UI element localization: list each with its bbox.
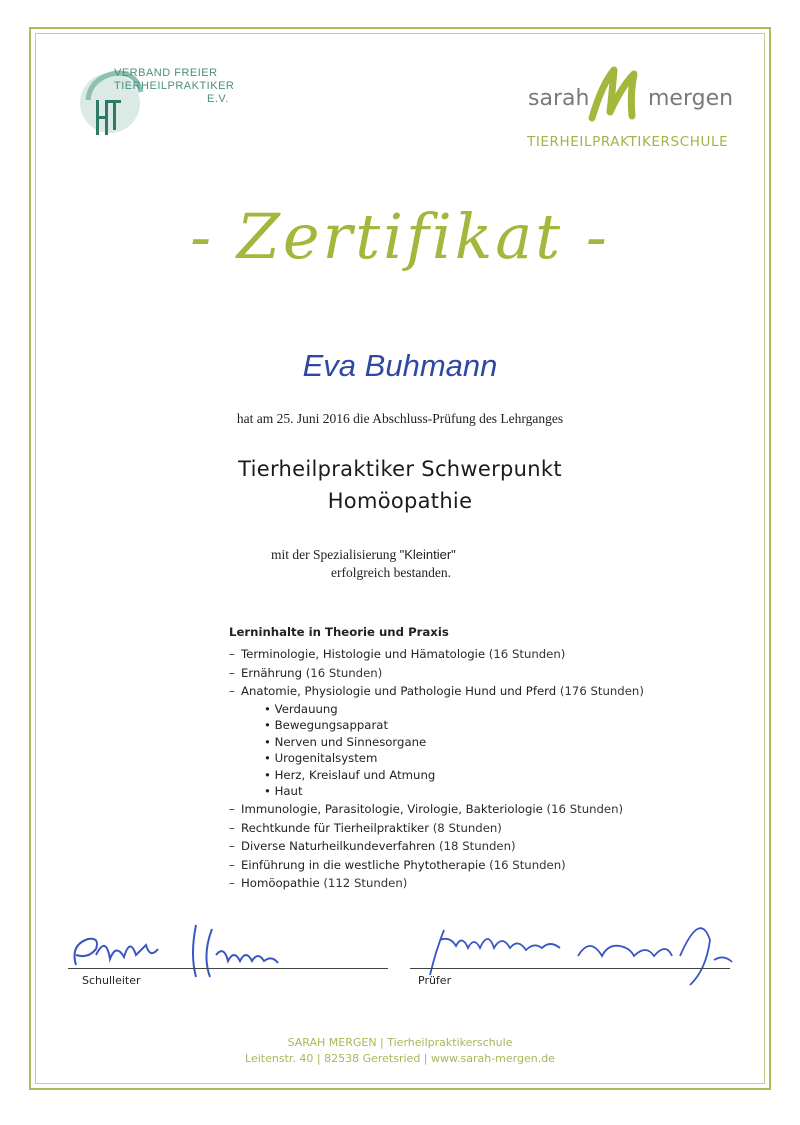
- principal-signature-line: [68, 968, 388, 969]
- school-logo-first: sarah: [528, 86, 590, 111]
- curriculum-heading: Lerninhalte in Theorie und Praxis: [229, 625, 449, 639]
- bullet-icon: •: [264, 701, 275, 716]
- curriculum-item-text: Diverse Naturheilkundeverfahren: [241, 839, 436, 854]
- bullet-icon: •: [264, 767, 275, 782]
- school-logo-last: mergen: [648, 86, 734, 111]
- curriculum-item-hours: (16 Stunden): [488, 647, 566, 661]
- curriculum-item-hours: (18 Stunden): [439, 839, 516, 854]
- curriculum-item-text: Terminologie, Histologie und Hämatologie: [241, 647, 486, 661]
- curriculum-item-text: Rechtkunde für Tierheilpraktiker: [241, 820, 430, 835]
- association-name-line2: TIERHEILPRAKTIKER: [114, 80, 235, 92]
- curriculum-item-text: Einführung in die westliche Phytotherapie: [241, 857, 486, 872]
- certificate-title: - Zertifikat -: [190, 200, 610, 273]
- school-logo-subtitle: TIERHEILPRAKTIKERSCHULE: [527, 134, 729, 150]
- curriculum-subitem: [229, 750, 669, 767]
- curriculum-item-text: Immunologie, Parasitologie, Virologie, Bakteriologie: [241, 802, 543, 817]
- curriculum-subitem-text: Nerven und Sinnesorgane: [274, 734, 427, 749]
- recipient-name: Eva Buhmann: [302, 348, 498, 383]
- bullet-icon: •: [264, 784, 275, 799]
- curriculum-list: [229, 625, 669, 893]
- examiner-signature-line: [410, 968, 730, 969]
- dash-bullet-icon: –: [229, 857, 235, 872]
- curriculum-item: [229, 819, 669, 838]
- curriculum-item: [229, 837, 669, 856]
- dash-bullet-icon: –: [229, 802, 235, 817]
- footer-line2: Leitenstr. 40 | 82538 Geretsried | www.sarah-mergen.de: [245, 1052, 555, 1065]
- curriculum-item-text: Homöopathie: [241, 876, 320, 891]
- dash-bullet-icon: –: [229, 876, 235, 891]
- curriculum-item-hours: (176 Stunden): [559, 684, 644, 698]
- course-line1: Tierheilpraktiker Schwerpunkt: [238, 457, 562, 481]
- curriculum-subitem-text: Bewegungsapparat: [274, 718, 389, 733]
- curriculum-subitem-text: Verdauung: [274, 701, 338, 716]
- curriculum-item-hours: (16 Stunden): [489, 857, 566, 872]
- specialization-value: "Kleintier": [399, 547, 456, 562]
- curriculum-item-hours: (112 Stunden): [323, 876, 408, 891]
- curriculum-item: [229, 645, 669, 664]
- dash-bullet-icon: –: [229, 839, 235, 854]
- dash-bullet-icon: –: [229, 647, 235, 661]
- exam-line: hat am 25. Juni 2016 die Abschluss-Prüfung des Lehrganges: [236, 411, 564, 426]
- specialization-line: [271, 547, 456, 563]
- curriculum-subitem: [229, 734, 669, 751]
- examiner-label: Prüfer: [418, 974, 452, 987]
- school-logo: [520, 62, 740, 157]
- dash-bullet-icon: –: [229, 684, 235, 698]
- curriculum-subitem-text: Urogenitalsystem: [274, 751, 378, 766]
- curriculum-subitem-text: Haut: [274, 784, 303, 799]
- bullet-icon: •: [264, 734, 275, 749]
- association-name-line1: VERBAND FREIER: [114, 67, 218, 79]
- curriculum-subitem-text: Herz, Kreislauf und Atmung: [274, 767, 436, 782]
- bullet-icon: •: [264, 751, 275, 766]
- curriculum-item-text: Anatomie, Physiologie und Pathologie Hund und Pferd: [241, 684, 557, 698]
- course-line2: Homöopathie: [327, 489, 473, 513]
- specialization-result: erfolgreich bestanden.: [331, 565, 451, 580]
- association-logo: [74, 60, 244, 150]
- curriculum-item-hours: (16 Stunden): [546, 802, 624, 817]
- curriculum-item-hours: (16 Stunden): [305, 665, 383, 680]
- curriculum-item: [229, 664, 669, 683]
- curriculum-subitem: [229, 783, 669, 800]
- examiner-signature: [410, 900, 740, 990]
- school-m-emblem-icon: [588, 64, 648, 126]
- curriculum-item-hours: (8 Stunden): [432, 820, 502, 835]
- curriculum-item: [229, 856, 669, 875]
- specialization-prefix: mit der Spezialisierung: [271, 547, 400, 562]
- principal-label: Schulleiter: [82, 974, 141, 987]
- curriculum-subitem: [229, 701, 669, 718]
- bullet-icon: •: [264, 718, 275, 733]
- footer-line1: SARAH MERGEN | Tierheilpraktikerschule: [287, 1036, 513, 1049]
- dash-bullet-icon: –: [229, 665, 235, 680]
- curriculum-item: [229, 874, 669, 893]
- curriculum-subitem: [229, 717, 669, 734]
- association-name-line3: E.V.: [207, 93, 229, 105]
- curriculum-item: [229, 800, 669, 819]
- curriculum-item: [229, 682, 669, 701]
- dash-bullet-icon: –: [229, 820, 235, 835]
- curriculum-subitem: [229, 767, 669, 784]
- curriculum-item-text: Ernährung: [241, 665, 302, 680]
